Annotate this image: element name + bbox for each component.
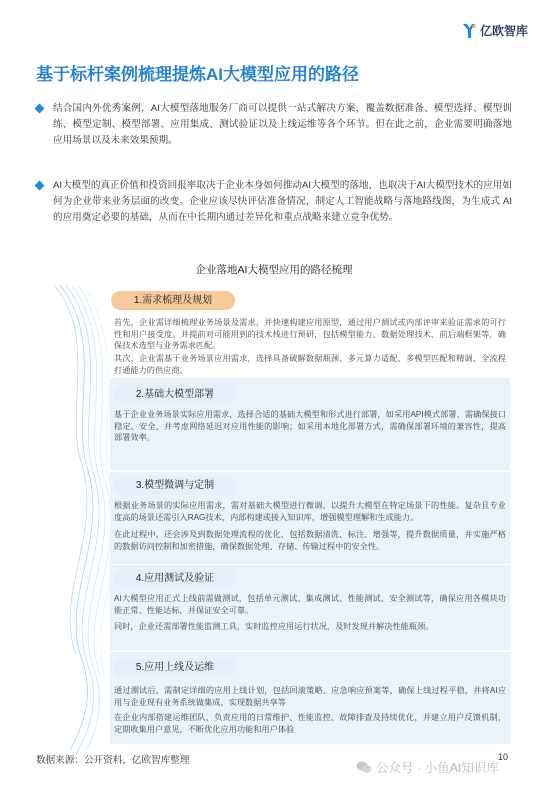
source-note: 数据来源：公开资料，亿欧智库整理 xyxy=(36,755,190,766)
step-label: 5.应用上线及运维 xyxy=(113,658,237,677)
path-step-4 xyxy=(105,565,510,650)
step-paragraph: 基于企业业务场景实际应用需求，选择合适的基础大模型和形式进行部署，如采用API模式部署，需确保接口稳定、安全，并考虑网络延迟对应用性能的影响；如采用本地化部署方式，需确保部署环境的兼容性，提高部署效率。 xyxy=(114,410,506,443)
step-paragraph: 根据业务场景的实际应用需求，需对基础大模型进行微调，以提升大模型在特定场景下的性能。复杂且专业度高的场景还需引入RAG技术，内部构建或接入知识库，增强模型理解和生成能力。 xyxy=(114,501,506,522)
brand-name: 亿欧智库 xyxy=(479,24,528,38)
step-paragraph: 在此过程中，还会涉及到数据处理流程的优化，包括数据清洗、标注、增强等，提升数据质量，并实施严格的数据访问控制和加密措施，确保数据处理、存储、传输过程中的安全性。 xyxy=(114,530,506,551)
step-paragraph: 同时，企业还需部署性能监测工具，实时监控应用运行状况，及时发现并解决性能瓶颈。 xyxy=(114,622,434,631)
path-step-2 xyxy=(105,380,510,470)
step-paragraph: AI大模型应用正式上线前需做测试，包括单元测试、集成测试、性能测试、安全测试等，确保应用各模块功能正常、性能达标，并保证安全可靠。 xyxy=(114,594,506,615)
page-title: 基于标杆案例梳理提炼AI大模型应用的路径 xyxy=(36,65,359,84)
step-paragraph: 首先，企业需详细梳理业务场景及需求，并快速构建应用原型，通过用户测试或内部评审来验证需求的可行性和用户接受度。并提前对可能用到的技术栈进行预研，包括模型能力、数据处理技术、前后端框架等，确保技术选型与业务需求匹配。 xyxy=(114,318,506,351)
watermark-text: 公众号 · 小鱼AI知识库 xyxy=(376,761,499,775)
step-paragraph: 其次，企业需基于业务场景应用需求，选择具备破解数据瓶颈、多元算力适配、多模型匹配和精调、全流程打通能力的供应商。 xyxy=(114,354,506,375)
figure-title: 企业落地AI大模型应用的路径梳理 xyxy=(195,264,353,276)
step-label: 2.基础大模型部署 xyxy=(113,385,237,404)
watermark xyxy=(356,758,499,776)
step-paragraph: 在企业内部搭建运维团队，负责应用的日常维护、性能监控、故障排查及持续优化，并建立用户反馈机制，定期收集用户意见，不断优化应用功能和用户体验 xyxy=(114,713,506,734)
step-label: 1.需求梳理及规划 xyxy=(111,291,235,310)
path-step-3 xyxy=(105,472,510,562)
page-number: 10 xyxy=(498,752,509,762)
path-step-5 xyxy=(105,652,510,744)
bullet-text: 结合国内外优秀案例，AI大模型落地服务厂商可以提供一站式解决方案，覆盖数据准备、模型选择、模型训练、模型定制、模型部署、应用集成、测试验证以及上线运维等各个环节。但在此之前，企业需要明确落地应用场景以及未来效果预期。 xyxy=(53,103,512,146)
step-label: 3.模型微调与定制 xyxy=(113,476,237,495)
wechat-icon xyxy=(356,761,372,774)
step-label: 4.应用测试及验证 xyxy=(113,569,237,588)
bullet-text: AI大模型的真正价值和投资回报率取决于企业本身如何推动AI大模型的落地，也取决于AI大模型技术的应用如何为企业带来业务层面的改变。企业应该尽快评估准备情况，制定人工智能战略与落地路线图，为生成式 AI 的应用奠定必要的基础，从而在中长期内通过差异化和重点战略来建立竞争优势。 xyxy=(53,180,512,223)
step-paragraph: 通过测试后，需制定详细的应用上线计划，包括回滚策略、应急响应预案等，确保上线过程平稳，并将AI应用与企业现有业务系统做集成，实现数据共享等 xyxy=(114,686,506,707)
path-step-1 xyxy=(105,291,510,377)
